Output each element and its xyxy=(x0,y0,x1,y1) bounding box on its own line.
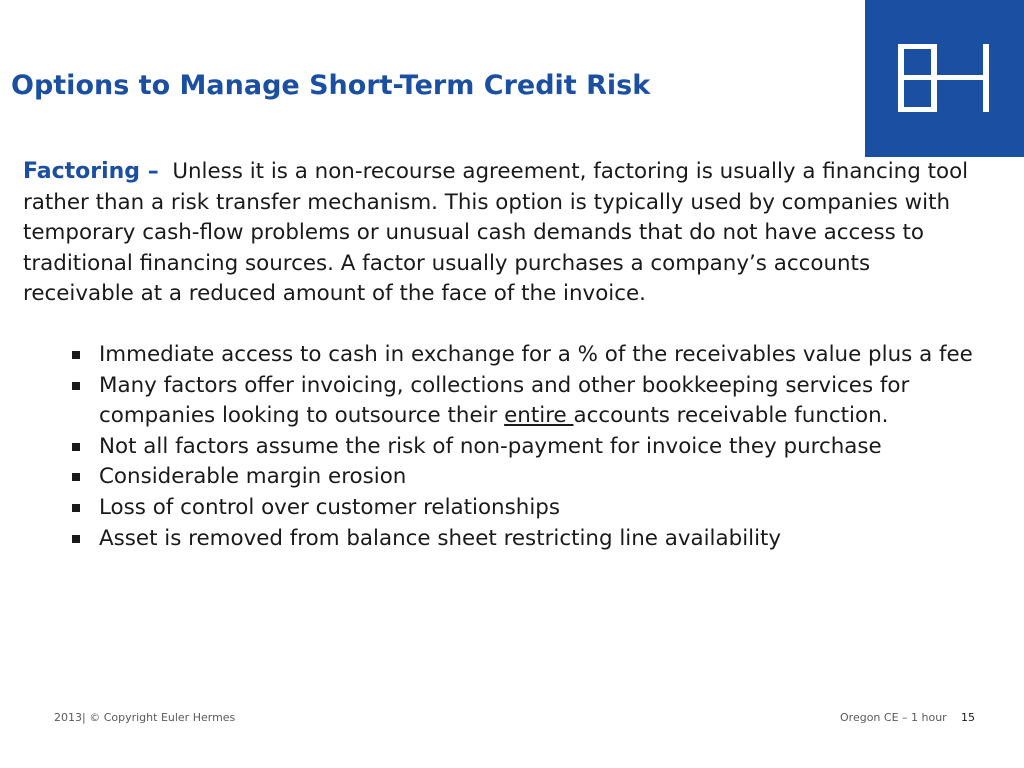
square-bullet-icon xyxy=(72,382,80,390)
bullet-item xyxy=(75,462,983,493)
slide-body xyxy=(23,157,983,554)
bullet-text: Immediate access to cash in exchange for a % of the receivables value plus a fee xyxy=(99,341,973,367)
bullet-item xyxy=(75,524,983,555)
footer-course-info: Oregon CE – 1 hour xyxy=(840,711,947,724)
bullet-text: Asset is removed from balance sheet restricting line availability xyxy=(99,525,782,551)
euler-hermes-logo xyxy=(865,0,1024,157)
eh-logo-mark xyxy=(865,0,1024,157)
bullet-text: Considerable margin erosion xyxy=(99,464,407,490)
bullet-text: Loss of control over customer relationships xyxy=(99,494,560,520)
factoring-paragraph xyxy=(23,157,983,310)
bullet-item xyxy=(75,371,983,432)
square-bullet-icon xyxy=(72,473,80,481)
bullet-text: Many factors offer invoicing, collections and other bookkeeping services for companies looking to outsource their xyxy=(99,372,910,429)
square-bullet-icon xyxy=(72,443,80,451)
bullet-text: accounts receivable function. xyxy=(573,403,889,429)
square-bullet-icon xyxy=(72,351,80,359)
underlined-word: entire xyxy=(504,403,574,429)
slide-title: Options to Manage Short-Term Credit Risk xyxy=(11,70,651,101)
bullet-item xyxy=(75,493,983,524)
factoring-heading: Factoring – xyxy=(23,159,159,184)
footer-copyright: 2013| © Copyright Euler Hermes xyxy=(54,711,236,724)
factoring-description: Unless it is a non-recourse agreement, factoring is usually a financing tool rather than a risk transfer mechanism. This option is typically used by companies with temporary cash-flow problems or unusual cash demands that do not have access to traditional financing sources. A factor usually purchases a company’s accounts receivable at a reduced amount of the face of the invoice. xyxy=(23,159,969,307)
bullet-text: Not all factors assume the risk of non-payment for invoice they purchase xyxy=(99,433,882,459)
bullet-item xyxy=(75,340,983,371)
page-number: 15 xyxy=(961,711,975,724)
square-bullet-icon xyxy=(72,535,80,543)
bullet-item xyxy=(75,432,983,463)
bullet-list xyxy=(23,340,983,554)
square-bullet-icon xyxy=(72,504,80,512)
